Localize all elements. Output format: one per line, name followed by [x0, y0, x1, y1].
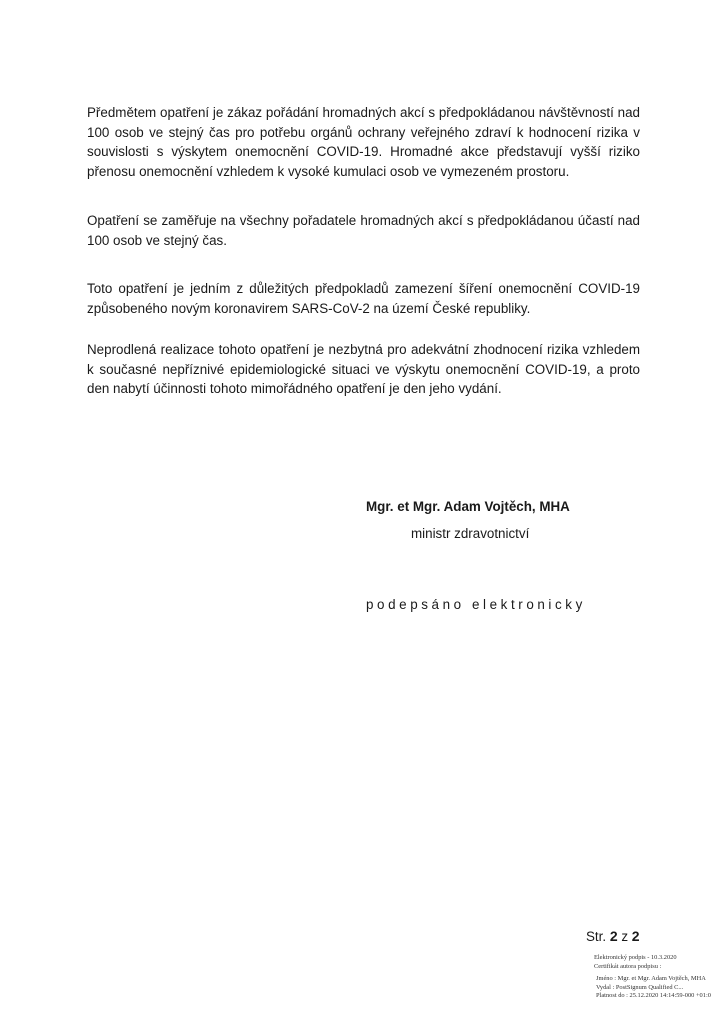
- electronic-signature-stamp: [594, 954, 711, 1001]
- page-number-current: 2: [609, 928, 618, 944]
- paragraph-urgency: Neprodlená realizace tohoto opatření je nezbytná pro adekvátní zhodnocení rizika vzhledem k současné nepříznivé epidemiologické situaci ve výskytu onemocnění COVID-19, a proto den nabytí účinnosti tohoto mimořádného opatření je den jeho vydání.: [87, 342, 640, 396]
- page-number: [586, 928, 640, 944]
- signature-stamp-name: Jméno : Mgr. et Mgr. Adam Vojtěch, MHA: [596, 975, 706, 983]
- signature-stamp-issuer: Vydal : PostSignum Qualified C...: [596, 983, 684, 991]
- paragraph-subject: Předmětem opatření je zákaz pořádání hromadných akcí s předpokládanou návštěvností nad 100 osob ve stejný čas pro potřebu orgánů ochrany veřejného zdraví k hodnocení rizika v souvislosti s výskytem onemocnění COVID-19. Hromadné akce představují vyšší riziko přenosu onemocnění vzhledem k vysoké kumulaci osob ve vymezeném prostoru.: [87, 105, 640, 179]
- page-number-separator: z: [621, 929, 629, 944]
- page-number-total: 2: [631, 928, 640, 944]
- signed-electronically-note: podepsáno elektronicky: [366, 597, 586, 612]
- signature-stamp-cert-label: Certifikát autora podpisu :: [594, 962, 662, 970]
- signature-stamp-validity: Platnost do : 25.12.2020 14:14:59-000 +01:0: [596, 992, 711, 1000]
- paragraph-purpose: Toto opatření je jedním z důležitých předpokladů zamezení šíření onemocnění COVID-19 způsobeného novým koronavirem SARS-CoV-2 na území České republiky.: [87, 281, 640, 316]
- signer-name: Mgr. et Mgr. Adam Vojtěch, MHA: [366, 499, 570, 514]
- signer-role: ministr zdravotnictví: [411, 526, 530, 541]
- paragraph-scope: Opatření se zaměřuje na všechny pořadatele hromadných akcí s předpokládanou účastí nad 100 osob ve stejný čas.: [87, 213, 640, 248]
- signature-stamp-date: Elektronický podpis - 10.3.2020: [594, 954, 677, 961]
- page-number-prefix: Str.: [586, 929, 607, 944]
